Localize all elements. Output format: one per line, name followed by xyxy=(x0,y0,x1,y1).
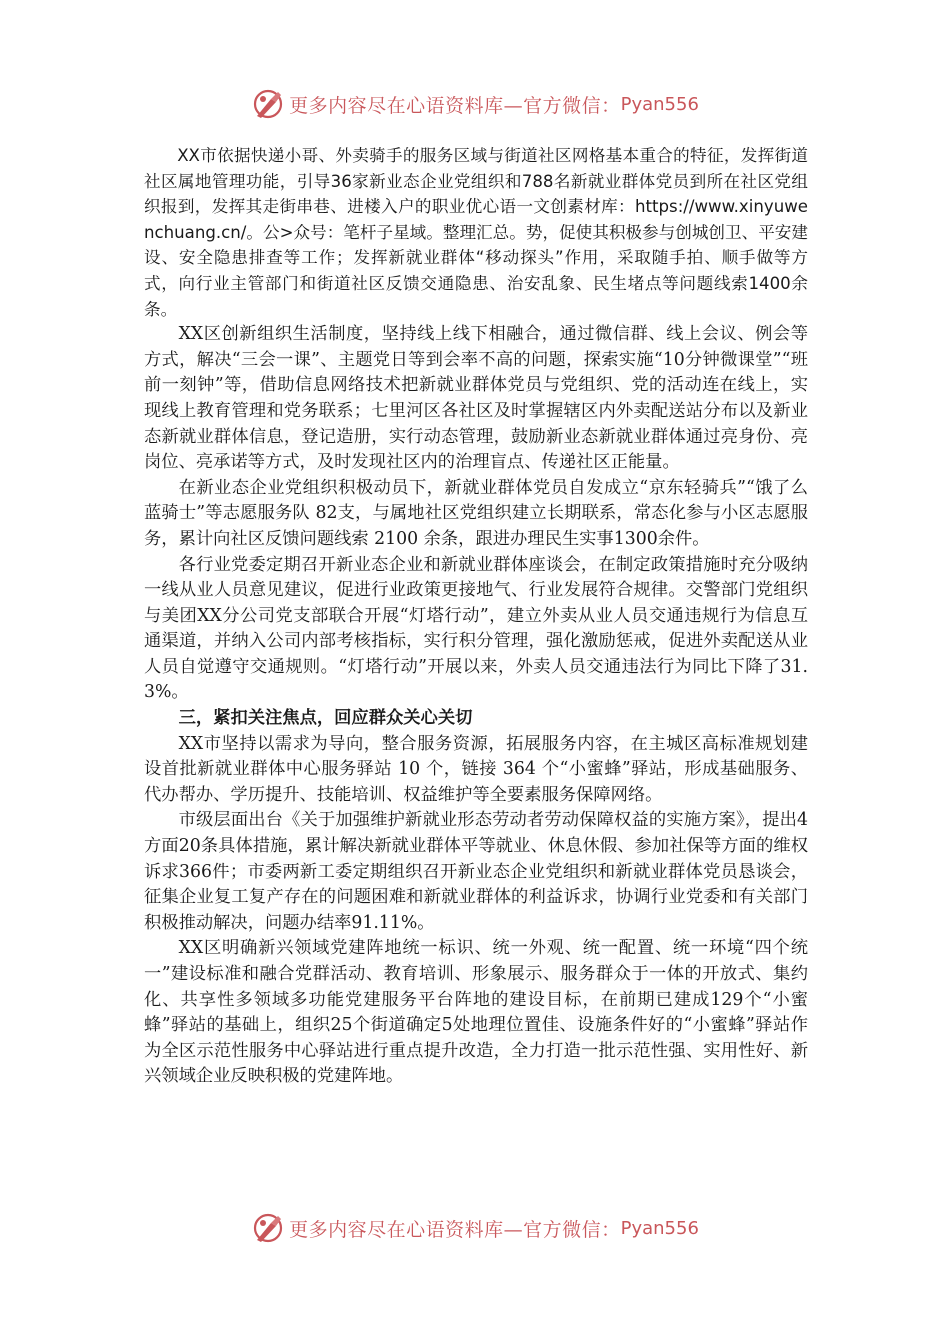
paragraph: XX区明确新兴领域党建阵地统一标识、统一外观、统一配置、统一环境“四个统一”建设标准和融合党群活动、教育培训、形象展示、服务群众于一体的开放式、集约化、共享性多领域多功能党建服务平台阵地的建设目标，在前期已建成129个“小蜜蜂”驿站的基础上，组织25个街道确定5处地理位置佳、设施条件好的“小蜜蜂”驿站作为全区示范性服务中心驿站进行重点提升改造，全力打造一批示范性强、实用性好、新兴领域企业反映积极的党建阵地。 xyxy=(144,938,808,1087)
banner-text: 更多内容尽在心语资料库—官方微信： xyxy=(289,94,621,117)
pen-nib-logo-icon xyxy=(251,1211,285,1245)
footer-banner xyxy=(0,1208,950,1248)
banner-wechat-id: Pyan556 xyxy=(620,93,699,115)
document-body xyxy=(144,143,808,1090)
banner-wechat-id: Pyan556 xyxy=(620,1217,699,1239)
header-banner xyxy=(0,84,950,124)
paragraph: 各行业党委定期召开新业态企业和新就业群体座谈会，在制定政策措施时充分吸纳一线从业人员意见建议，促进行业政策更接地气、行业发展符合规律。交警部门党组织与美团XX分公司党支部联合开展“灯塔行动”，建立外卖从业人员交通违规行为信息互通渠道，并纳入公司内部考核指标，实行积分管理，强化激励惩戒，促进外卖配送从业人员自觉遵守交通规则。“灯塔行动”开展以来，外卖人员交通违法行为同比下降了31.3%。 xyxy=(144,554,808,703)
section-heading: 三，紧扣关注焦点，回应群众关心关切 xyxy=(178,708,473,729)
paragraph: XX区创新组织生活制度，坚持线上线下相融合，通过微信群、线上会议、例会等方式，解决“三会一课”、主题党日等到会率不高的问题，探索实施“10分钟微课堂”“班前一刻钟”等，借助信息网络技术把新就业群体党员与党组织、党的活动连在线上，实现线上教育管理和党务联系；七里河区各社区及时掌握辖区内外卖配送站分布以及新业态新就业群体信息，登记造册，实行动态管理，鼓励新业态新就业群体通过亮身份、亮岗位、亮承诺等方式，及时发现社区内的治理盲点、传递社区正能量。 xyxy=(144,324,808,473)
paragraph: 在新业态企业党组织积极动员下，新就业群体党员自发成立“京东轻骑兵”“饿了么蓝骑士”等志愿服务队 82支，与属地社区党组织建立长期联系，常态化参与小区志愿服务，累计向社区反馈问题线索 2100 余条，跟进办理民生实事1300余件。 xyxy=(144,477,808,549)
paragraph: 市级层面出台《关于加强维护新就业形态劳动者劳动保障权益的实施方案》，提出4方面20条具体措施，累计解决新就业群体平等就业、休息休假、参加社保等方面的维权诉求366件；市委两新工委定期组织召开新业态企业党组织和新就业群体党员恳谈会，征集企业复工复产存在的问题困难和新就业群体的利益诉求，协调行业党委和有关部门积极推动解决，问题办结率91.11%。 xyxy=(144,810,808,933)
paragraph: XX市依据快递小哥、外卖骑手的服务区域与街道社区网格基本重合的特征，发挥街道社区属地管理功能，引导36家新业态企业党组织和788名新就业群体党员到所在社区党组织报到，发挥其走街串巷、进楼入户的职业优心语一文创素材库：https://www.xinyuwenchuang.cn/。公>众号：笔杆子星域。整理汇总。势，促使其积极参与创城创卫、平安建设、安全隐患排查等工作；发挥新就业群体“移动探头”作用，采取随手拍、顺手做等方式，向行业主管部门和街道社区反馈交通隐患、治安乱象、民生堵点等问题线索1400余条。 xyxy=(144,146,808,319)
pen-nib-logo-icon xyxy=(251,87,285,121)
paragraph: XX市坚持以需求为导向，整合服务资源，拓展服务内容，在主城区高标准规划建设首批新就业群体中心服务驿站 10 个，链接 364 个“小蜜蜂”驿站，形成基础服务、代办帮办、学历提升、技能培训、权益维护等全要素服务保障网络。 xyxy=(144,733,808,805)
banner-text: 更多内容尽在心语资料库—官方微信： xyxy=(289,1218,621,1241)
